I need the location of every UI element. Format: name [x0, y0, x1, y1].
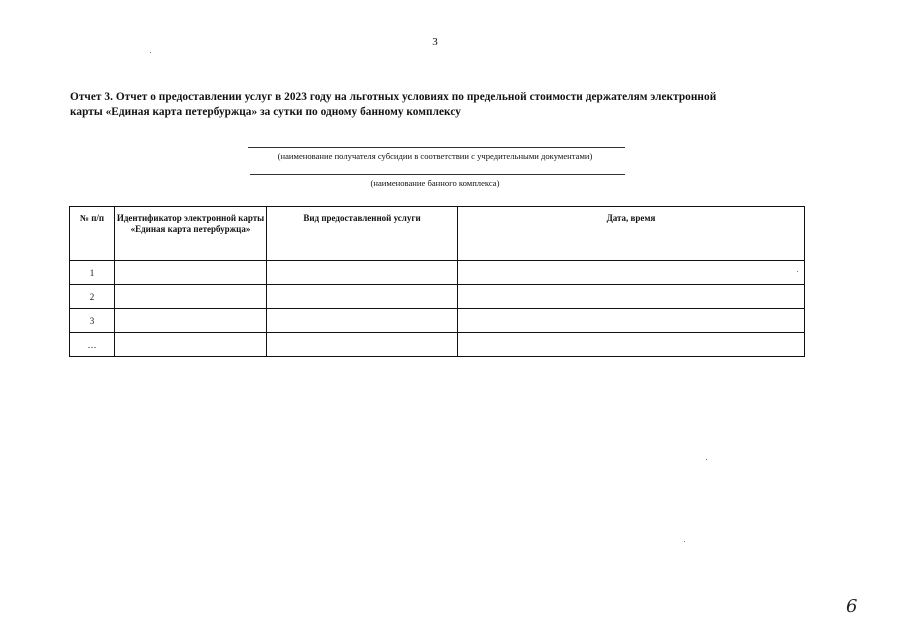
service-type-cell	[267, 285, 458, 309]
header-number: № п/п	[70, 207, 115, 261]
service-type-cell	[267, 309, 458, 333]
table-row	[70, 261, 805, 285]
report-title-line-2: карты «Единая карта петербуржца» за сутки по одному банному комплексу	[70, 106, 461, 118]
handwritten-page-mark: 6	[846, 596, 858, 617]
card-id-cell	[115, 261, 267, 285]
bath-complex-name-line	[250, 174, 625, 175]
bath-complex-name-caption: (наименование банного комплекса)	[370, 178, 500, 188]
header-card-id: Идентификатор электронной карты «Единая карта петербуржца»	[115, 207, 267, 261]
report-title-line-1: Отчет 3. Отчет о предоставлении услуг в 2023 году на льготных условиях по предельной стоимости держателям электронной	[70, 91, 717, 103]
card-id-cell	[115, 333, 267, 357]
scan-speck	[706, 459, 707, 460]
table-header-row	[70, 207, 805, 261]
row-number-cell: …	[70, 333, 115, 357]
recipient-name-line	[248, 147, 625, 148]
table-row	[70, 309, 805, 333]
table-row	[70, 285, 805, 309]
date-time-cell	[458, 261, 805, 285]
scan-speck	[684, 541, 685, 542]
report-table	[69, 206, 805, 357]
service-type-cell	[267, 333, 458, 357]
row-number-cell: 1	[70, 261, 115, 285]
service-type-cell	[267, 261, 458, 285]
report-title	[70, 90, 820, 120]
date-time-cell	[458, 309, 805, 333]
scan-speck	[150, 52, 151, 53]
header-date-time: Дата, время	[458, 207, 805, 261]
recipient-name-caption: (наименование получателя субсидии в соответствии с учредительными документами)	[277, 151, 593, 161]
date-time-cell	[458, 333, 805, 357]
row-number-cell: 2	[70, 285, 115, 309]
card-id-cell	[115, 309, 267, 333]
card-id-cell	[115, 285, 267, 309]
row-number-cell: 3	[70, 309, 115, 333]
date-time-cell	[458, 285, 805, 309]
scan-speck	[797, 271, 798, 272]
header-service-type: Вид предоставленной услуги	[267, 207, 458, 261]
table-row	[70, 333, 805, 357]
page-number: 3	[432, 36, 438, 48]
